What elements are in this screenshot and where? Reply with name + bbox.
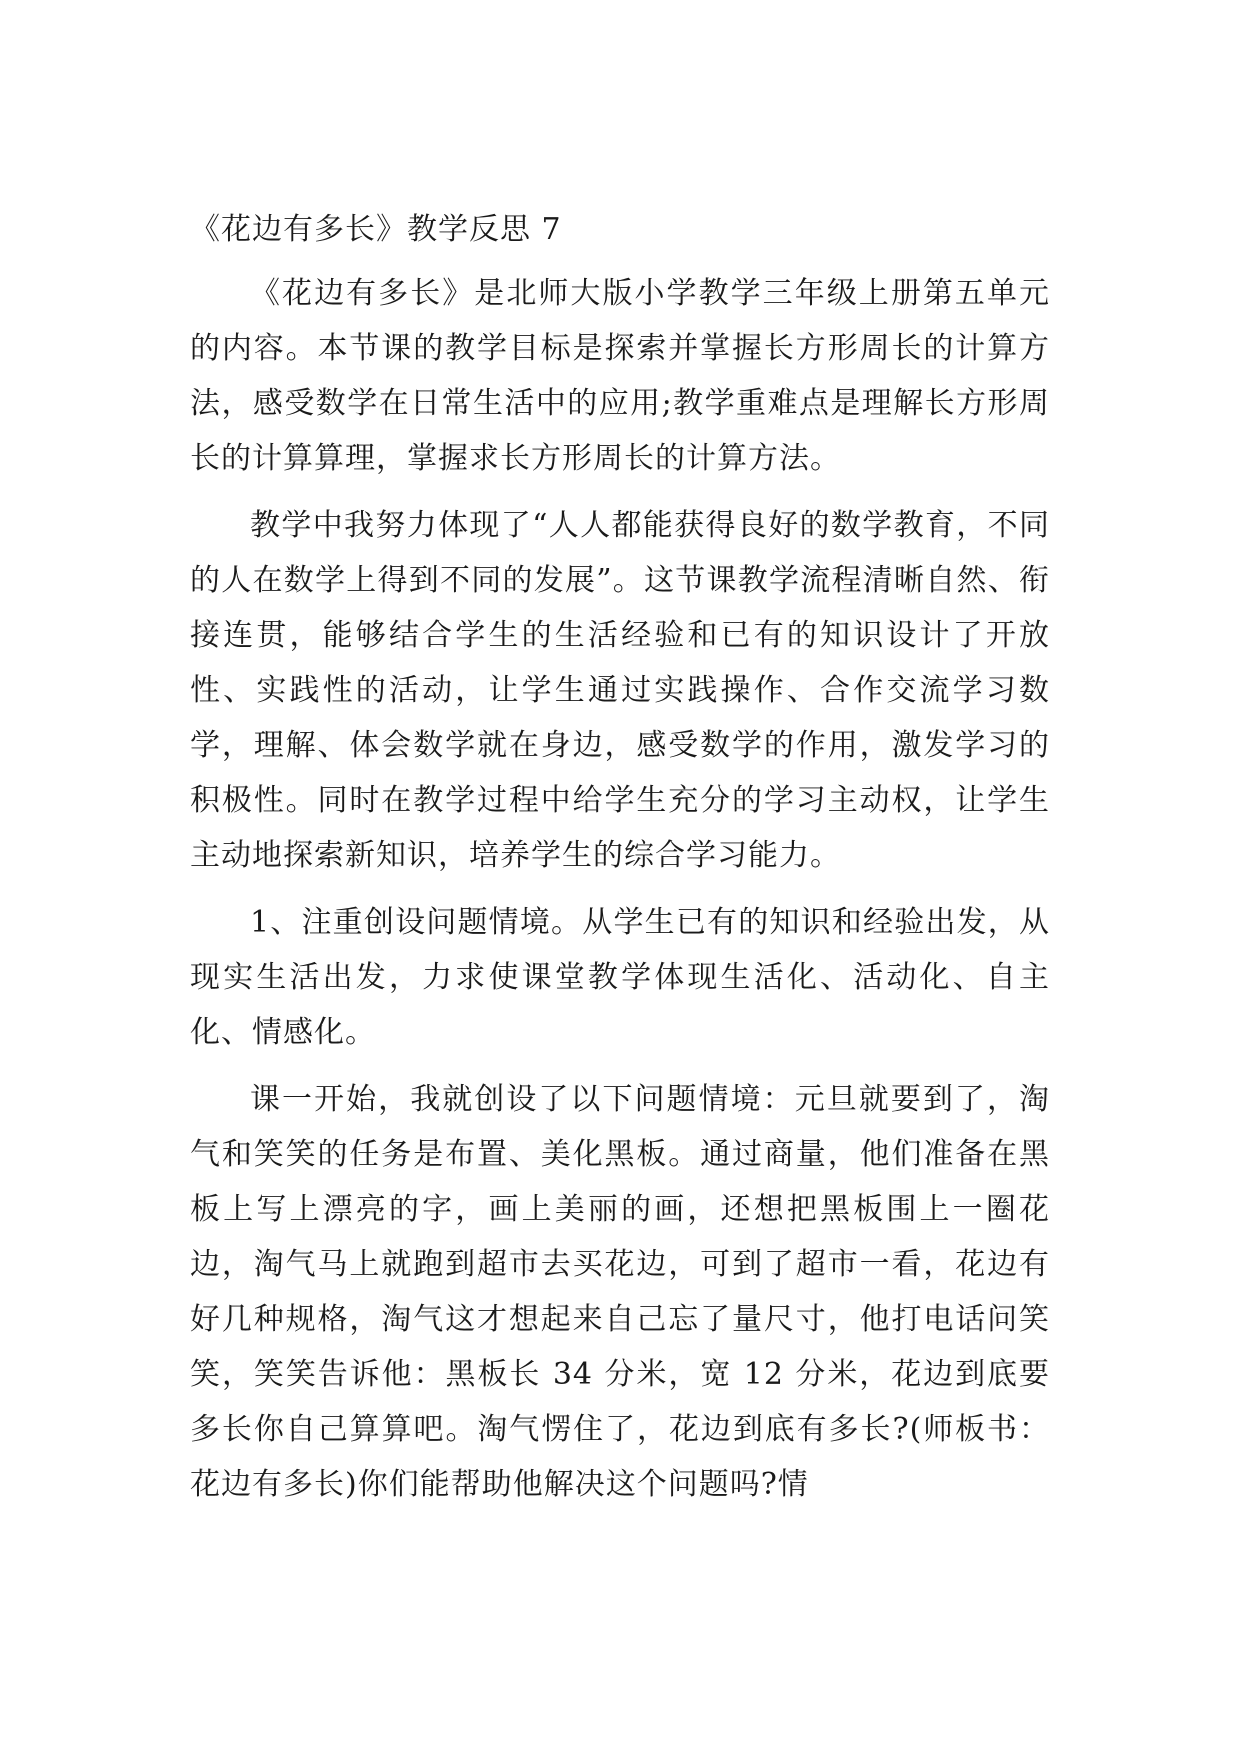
document-title: 《花边有多长》教学反思 7 [190, 212, 562, 247]
document-page [190, 210, 1050, 1524]
paragraph-point-1: 1、注重创设问题情境。从学生已有的知识和经验出发，从现实生活出发，力求使课堂教学体现生活化、活动化、自主化、情感化。 [190, 905, 1050, 1050]
paragraph-intro: 《花边有多长》是北师大版小学教学三年级上册第五单元的内容。本节课的教学目标是探索并掌握长方形周长的计算方法，感受数学在日常生活中的应用;教学重难点是理解长方形周长的计算算理，掌握求长方形周长的计算方法。 [190, 276, 1050, 476]
paragraph-scenario: 课一开始，我就创设了以下问题情境：元旦就要到了，淘气和笑笑的任务是布置、美化黑板。通过商量，他们准备在黑板上写上漂亮的字，画上美丽的画，还想把黑板围上一圈花边，淘气马上就跑到超市去买花边，可到了超市一看，花边有好几种规格，淘气这才想起来自己忘了量尺寸，他打电话问笑笑，笑笑告诉他：黑板长 34 分米，宽 12 分米，花边到底要多长你自己算算吧。淘气愣住了，花边到底有多长?(师板书：花边有多长)你们能帮助他解决这个问题吗?情 [190, 1082, 1050, 1502]
paragraph-reflection: 教学中我努力体现了“人人都能获得良好的数学教育，不同的人在数学上得到不同的发展”。这节课教学流程清晰自然、衔接连贯，能够结合学生的生活经验和已有的知识设计了开放性、实践性的活动，让学生通过实践操作、合作交流学习数学，理解、体会数学就在身边，感受数学的作用，激发学习的积极性。同时在教学过程中给学生充分的学习主动权，让学生主动地探索新知识，培养学生的综合学习能力。 [190, 508, 1050, 873]
